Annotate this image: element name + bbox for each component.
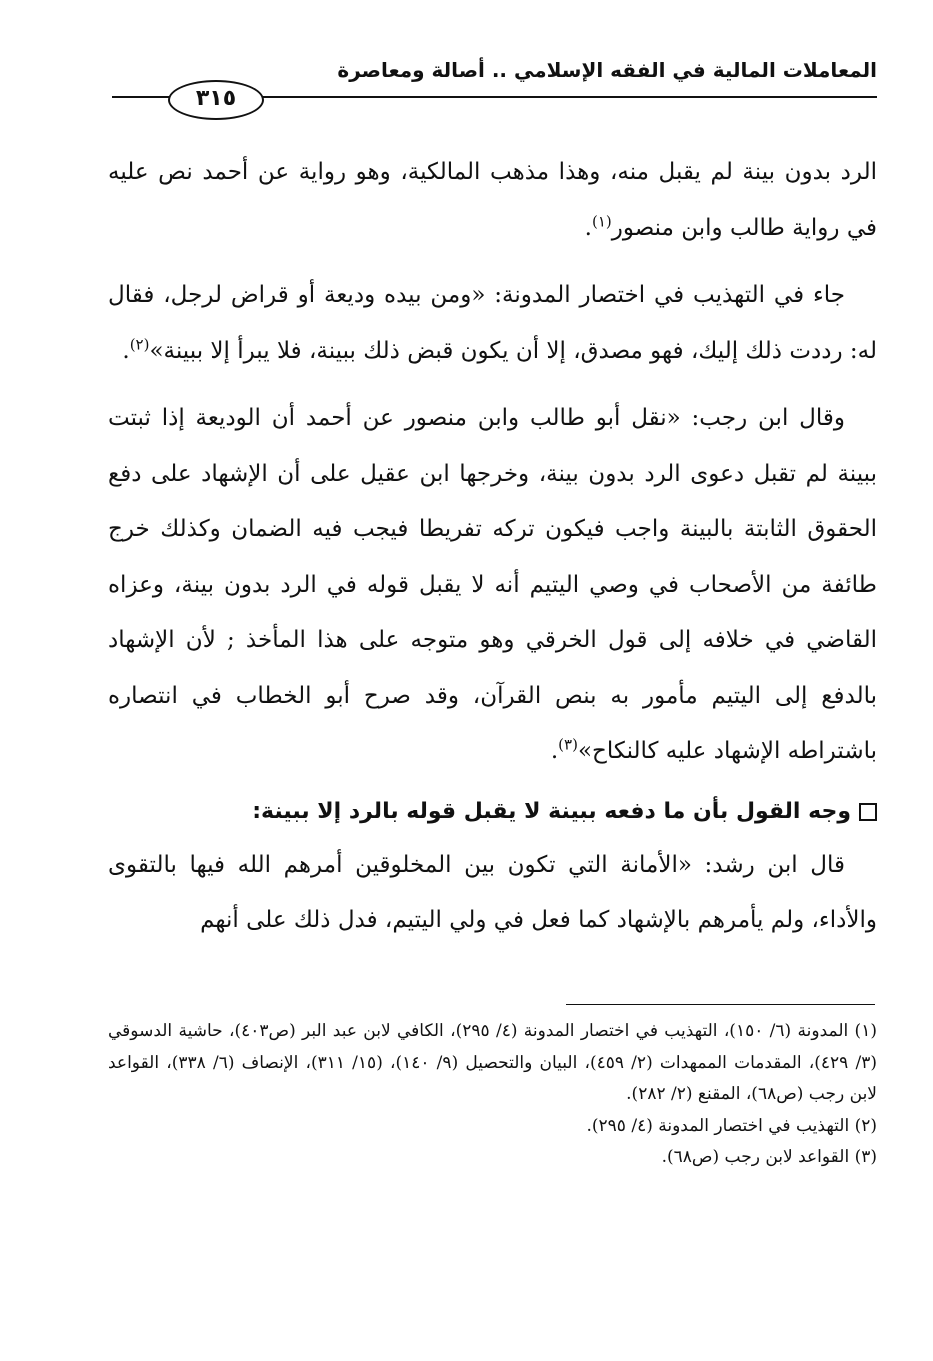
footnote-ref-2: (٢) <box>129 334 150 353</box>
footnote-ref-3: (٣) <box>558 735 578 754</box>
paragraph-2 <box>108 268 877 379</box>
running-title: المعاملات المالية في الفقه الإسلامي .. أصالة ومعاصرة <box>337 58 877 82</box>
paragraph-4 <box>108 838 877 949</box>
paragraph-1-text: الرد بدون بينة لم يقبل منه، وهذا مذهب المالكية، وهو رواية عن أحمد نص عليه في رواية طالب وابن منصور <box>108 159 877 241</box>
footnote-3: (٣) القواعد لابن رجب (ص٦٨). <box>661 1147 877 1167</box>
paragraph-2-text: جاء في التهذيب في اختصار المدونة: «ومن بيده وديعة أو قراض لرجل، فقال له: رددت ذلك إليك، فهو مصدق، إلا أن يكون قبض ذلك ببينة، فلا يبرأ إلا ببينة» <box>108 282 877 364</box>
footnote-1: (١) المدونة (٦/ ١٥٠)، التهذيب في اختصار المدونة (٤/ ٢٩٥)، الكافي لابن عبد البر (ص٤٠٣)، حاشية الدسوقي (٣/ ٤٢٩)، المقدمات الممهدات (٢/ ٤٥٩)، البيان والتحصيل (٩/ ١٤٠)، (١٥/ ٣١١)، الإنصاف (٦/ ٣٣٨)، القواعد لابن رجب (ص٦٨)، المقنع (٢/ ٢٨٢). <box>108 1021 877 1104</box>
paragraph-3-text: وقال ابن رجب: «نقل أبو طالب وابن منصور عن أحمد أن الوديعة إذا ثبتت ببينة لم تقبل دعوى الرد بدون بينة، وخرجها ابن عقيل على أن الإشهاد على دفع الحقوق الثابتة بالبينة واجب فيكون تركه تفريطا فيجب فيه الضمان وكذلك خرج طائفة من الأصحاب في وصي اليتيم أنه لا يقبل قوله في الرد بدون بينة، وعزاه القاضي في خلافه إلى قول الخرقي وهو متوجه على هذا المأخذ ; لأن الإشهاد بالدفع إلى اليتيم مأمور به بنص القرآن، وقد صرح أبو الخطاب في انتصاره باشتراطه الإشهاد عليه كالنكاح» <box>108 405 877 764</box>
paragraph-1-end: . <box>584 214 592 241</box>
section-heading <box>108 788 877 836</box>
paragraph-3 <box>108 391 877 780</box>
paragraph-2-end: . <box>122 337 130 364</box>
footnotes <box>108 1016 877 1174</box>
footnote-ref-1: (١) <box>591 211 612 230</box>
main-text <box>108 145 877 949</box>
footnote-rule <box>566 1004 875 1005</box>
page-number: ٣١٥ <box>168 80 264 120</box>
section-heading-text: وجه القول بأن ما دفعه ببينة لا يقبل قوله بالرد إلا ببينة: <box>252 798 851 824</box>
footnote-2: (٢) التهذيب في اختصار المدونة (٤/ ٢٩٥). <box>586 1115 877 1136</box>
paragraph-4-text: قال ابن رشد: «الأمانة التي تكون بين المخلوقين أمرهم الله فيها بالتقوى والأداء، ولم يأمرهم بالإشهاد كما فعل في ولي اليتيم، فدل ذلك على أنهم <box>108 851 877 933</box>
square-bullet-icon <box>859 803 877 821</box>
paragraph-1 <box>108 145 877 256</box>
paragraph-3-end: . <box>550 738 559 764</box>
